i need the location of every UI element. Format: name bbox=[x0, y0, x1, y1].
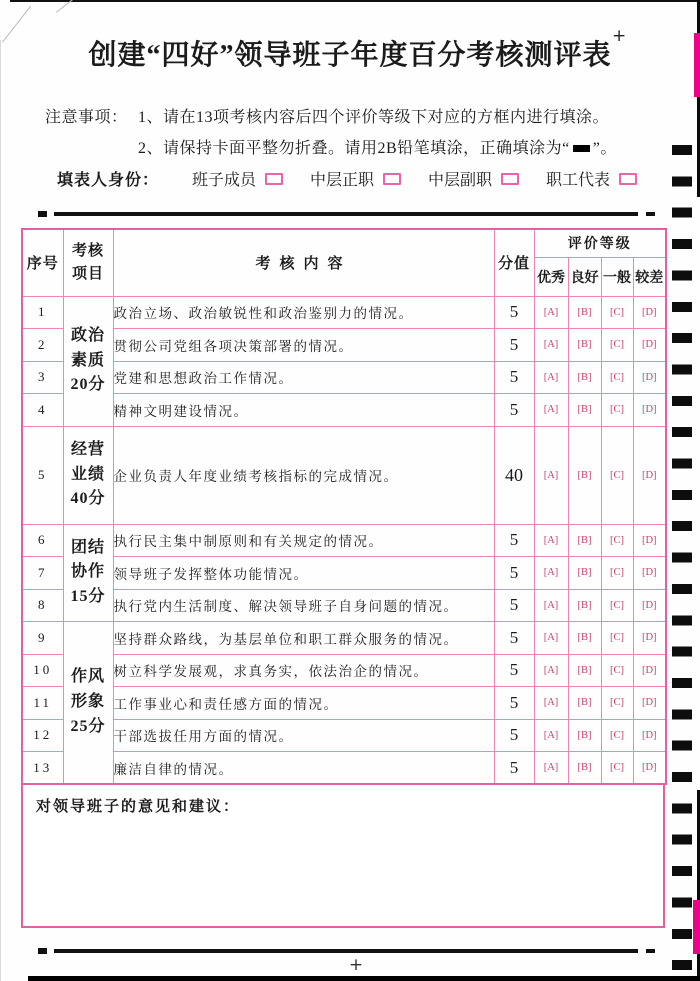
identity-option-label: 职工代表 bbox=[546, 172, 611, 189]
table-row bbox=[22, 752, 666, 785]
bubble-C[interactable]: [C] bbox=[601, 361, 633, 394]
bubble-B[interactable]: [B] bbox=[568, 622, 601, 655]
row-content: 执行民主集中制原则和有关规定的情况。 bbox=[113, 524, 494, 557]
identity-checkbox[interactable] bbox=[501, 173, 519, 185]
identity-option-label: 中层正职 bbox=[310, 172, 375, 189]
table-row bbox=[22, 361, 666, 394]
row-score: 5 bbox=[494, 687, 534, 720]
table-row bbox=[22, 329, 666, 362]
table-row bbox=[22, 296, 666, 329]
bubble-A[interactable]: [A] bbox=[534, 589, 568, 622]
header-score: 分值 bbox=[494, 229, 534, 296]
row-score: 5 bbox=[494, 589, 534, 622]
row-index: 13 bbox=[22, 752, 63, 785]
row-content: 工作事业心和责任感方面的情况。 bbox=[113, 687, 494, 720]
category-workstyle-image bbox=[63, 622, 113, 785]
row-index: 2 bbox=[22, 329, 63, 362]
row-score: 5 bbox=[494, 394, 534, 427]
bubble-A[interactable]: [A] bbox=[534, 296, 568, 329]
category-business-performance bbox=[63, 426, 113, 524]
row-score: 5 bbox=[494, 361, 534, 394]
category-unity-cooperation bbox=[63, 524, 113, 622]
bubble-C[interactable]: [C] bbox=[601, 296, 633, 329]
page-title: 创建“四好”领导班子年度百分考核测评表 bbox=[88, 40, 612, 71]
row-index: 7 bbox=[22, 557, 63, 590]
bubble-C[interactable]: [C] bbox=[601, 557, 633, 590]
dashed-separator-bottom bbox=[0, 948, 700, 954]
identity-option-label: 班子成员 bbox=[192, 172, 257, 189]
table-row bbox=[22, 426, 666, 524]
identity-option-zhongcengfuzhi bbox=[428, 167, 519, 190]
bubble-D[interactable]: [D] bbox=[633, 394, 666, 427]
evaluation-table bbox=[21, 228, 667, 785]
identity-option-zhongcengzhengzhi bbox=[310, 167, 401, 190]
bubble-D[interactable]: [D] bbox=[633, 426, 666, 524]
row-content: 领导班子发挥整体功能情况。 bbox=[113, 557, 494, 590]
row-score: 40 bbox=[494, 426, 534, 524]
category-name: 政治素质 bbox=[70, 326, 105, 369]
category-points: 40分 bbox=[70, 490, 106, 508]
bubble-D[interactable]: [D] bbox=[633, 687, 666, 720]
bubble-A[interactable]: [A] bbox=[534, 719, 568, 752]
bubble-B[interactable]: [B] bbox=[568, 426, 601, 524]
table-row bbox=[22, 687, 666, 720]
bubble-C[interactable]: [C] bbox=[601, 329, 633, 362]
bubble-B[interactable]: [B] bbox=[568, 654, 601, 687]
row-content: 精神文明建设情况。 bbox=[113, 394, 494, 427]
row-score: 5 bbox=[494, 654, 534, 687]
row-content: 执行党内生活制度、解决领导班子自身问题的情况。 bbox=[113, 589, 494, 622]
bubble-A[interactable]: [A] bbox=[534, 752, 568, 785]
header-grade-average: 一般 bbox=[601, 257, 633, 296]
bubble-B[interactable]: [B] bbox=[568, 394, 601, 427]
bubble-C[interactable]: [C] bbox=[601, 687, 633, 720]
bubble-B[interactable]: [B] bbox=[568, 687, 601, 720]
bubble-D[interactable]: [D] bbox=[633, 622, 666, 655]
row-score: 5 bbox=[494, 557, 534, 590]
bubble-A[interactable]: [A] bbox=[534, 687, 568, 720]
table-row bbox=[22, 589, 666, 622]
bubble-A[interactable]: [A] bbox=[534, 622, 568, 655]
bubble-C[interactable]: [C] bbox=[601, 426, 633, 524]
row-content: 企业负责人年度业绩考核指标的完成情况。 bbox=[113, 426, 494, 524]
bubble-B[interactable]: [B] bbox=[568, 329, 601, 362]
row-index: 10 bbox=[22, 654, 63, 687]
note-line-1: 1、请在13项考核内容后四个评价等级下对应的方框内进行填涂。 bbox=[138, 109, 610, 126]
bubble-A[interactable]: [A] bbox=[534, 524, 568, 557]
header-grade-good: 良好 bbox=[568, 257, 601, 296]
bubble-C[interactable]: [C] bbox=[601, 589, 633, 622]
identity-checkbox[interactable] bbox=[619, 173, 637, 185]
bubble-B[interactable]: [B] bbox=[568, 296, 601, 329]
table-row bbox=[22, 654, 666, 687]
bubble-A[interactable]: [A] bbox=[534, 426, 568, 524]
bubble-D[interactable]: [D] bbox=[633, 557, 666, 590]
category-points: 25分 bbox=[70, 717, 106, 735]
row-index: 3 bbox=[22, 361, 63, 394]
bubble-D[interactable]: [D] bbox=[633, 361, 666, 394]
bubble-B[interactable]: [B] bbox=[568, 752, 601, 785]
bubble-A[interactable]: [A] bbox=[534, 329, 568, 362]
row-content: 干部选拔任用方面的情况。 bbox=[113, 719, 494, 752]
dashed-separator-top bbox=[0, 211, 700, 217]
row-score: 5 bbox=[494, 296, 534, 329]
row-score: 5 bbox=[494, 752, 534, 785]
note-line-2-text: 2、请保持卡面平整勿折叠。请用2B铅笔填涂，正确填涂为“ bbox=[138, 140, 570, 157]
note-line-2-suffix: ”。 bbox=[592, 140, 617, 157]
bubble-A[interactable]: [A] bbox=[534, 557, 568, 590]
bubble-D[interactable]: [D] bbox=[633, 524, 666, 557]
row-index: 9 bbox=[22, 622, 63, 655]
category-name: 团结协作 bbox=[70, 538, 105, 581]
table-row bbox=[22, 524, 666, 557]
registration-mark-icon: + bbox=[348, 955, 364, 975]
bubble-A[interactable]: [A] bbox=[534, 654, 568, 687]
bubble-B[interactable]: [B] bbox=[568, 589, 601, 622]
scan-edge-bottom-strip bbox=[28, 976, 700, 981]
bubble-A[interactable]: [A] bbox=[534, 394, 568, 427]
table-row bbox=[22, 719, 666, 752]
bubble-C[interactable]: [C] bbox=[601, 622, 633, 655]
row-score: 5 bbox=[494, 524, 534, 557]
identity-options bbox=[192, 167, 637, 190]
bubble-C[interactable]: [C] bbox=[601, 524, 633, 557]
row-content: 坚持群众路线，为基层单位和职工群众服务的情况。 bbox=[113, 622, 494, 655]
identity-checkbox[interactable] bbox=[265, 173, 283, 185]
header-category bbox=[63, 229, 113, 296]
bubble-B[interactable]: [B] bbox=[568, 361, 601, 394]
row-index: 6 bbox=[22, 524, 63, 557]
bubble-B[interactable]: [B] bbox=[568, 557, 601, 590]
identity-option-label: 中层副职 bbox=[428, 172, 493, 189]
timing-marks bbox=[672, 145, 692, 971]
comments-box[interactable] bbox=[21, 783, 665, 928]
row-index: 8 bbox=[22, 589, 63, 622]
bubble-A[interactable]: [A] bbox=[534, 361, 568, 394]
identity-label: 填表人身份： bbox=[57, 172, 160, 189]
row-content: 党建和思想政治工作情况。 bbox=[113, 361, 494, 394]
bubble-D[interactable]: [D] bbox=[633, 752, 666, 785]
category-name: 经营业绩 bbox=[70, 440, 105, 483]
bubble-C[interactable]: [C] bbox=[601, 394, 633, 427]
bubble-C[interactable]: [C] bbox=[601, 654, 633, 687]
header-index: 序号 bbox=[22, 229, 63, 296]
bubble-D[interactable]: [D] bbox=[633, 654, 666, 687]
row-content: 贯彻公司党组各项决策部署的情况。 bbox=[113, 329, 494, 362]
scan-edge-pink-top bbox=[694, 33, 700, 97]
table-row bbox=[22, 557, 666, 590]
row-content: 政治立场、政治敏锐性和政治鉴别力的情况。 bbox=[113, 296, 494, 329]
table-row bbox=[22, 622, 666, 655]
notes-label: 注意事项： bbox=[45, 109, 128, 126]
header-grade-excellent: 优秀 bbox=[534, 257, 568, 296]
header-grade-poor: 较差 bbox=[633, 257, 666, 296]
category-political-quality bbox=[63, 296, 113, 426]
row-score: 5 bbox=[494, 329, 534, 362]
bubble-D[interactable]: [D] bbox=[633, 719, 666, 752]
bubble-D[interactable]: [D] bbox=[633, 296, 666, 329]
bubble-B[interactable]: [B] bbox=[568, 719, 601, 752]
row-score: 5 bbox=[494, 622, 534, 655]
comments-label: 对领导班子的意见和建议： bbox=[36, 799, 241, 815]
category-points: 15分 bbox=[70, 588, 106, 606]
bubble-D[interactable]: [D] bbox=[633, 589, 666, 622]
bubble-C[interactable]: [C] bbox=[601, 752, 633, 785]
scan-edge-pink-bottom bbox=[693, 900, 700, 954]
bubble-B[interactable]: [B] bbox=[568, 524, 601, 557]
row-index: 5 bbox=[22, 426, 63, 524]
header-category-text: 考核项目 bbox=[71, 242, 104, 282]
filled-mark-demo-icon bbox=[573, 145, 590, 152]
category-points: 20分 bbox=[70, 376, 106, 394]
row-content: 廉洁自律的情况。 bbox=[113, 752, 494, 785]
header-grade-group: 评价等级 bbox=[534, 229, 666, 257]
row-content: 树立科学发展观，求真务实，依法治企的情况。 bbox=[113, 654, 494, 687]
registration-mark-icon: + bbox=[612, 26, 627, 46]
row-index: 4 bbox=[22, 394, 63, 427]
category-name: 作风形象 bbox=[70, 668, 105, 711]
page-left-edge bbox=[0, 40, 1, 981]
row-index: 11 bbox=[22, 687, 63, 720]
identity-checkbox[interactable] bbox=[383, 173, 401, 185]
table-row bbox=[22, 394, 666, 427]
bubble-C[interactable]: [C] bbox=[601, 719, 633, 752]
header-content: 考核内容 bbox=[113, 229, 494, 296]
identity-option-banzichengyuan bbox=[192, 167, 283, 190]
row-index: 12 bbox=[22, 719, 63, 752]
bubble-D[interactable]: [D] bbox=[633, 329, 666, 362]
row-score: 5 bbox=[494, 719, 534, 752]
row-index: 1 bbox=[22, 296, 63, 329]
scan-edge-top-line bbox=[10, 0, 700, 2]
note-line-2 bbox=[138, 135, 617, 158]
identity-option-zhigongdaibiao bbox=[546, 167, 637, 190]
